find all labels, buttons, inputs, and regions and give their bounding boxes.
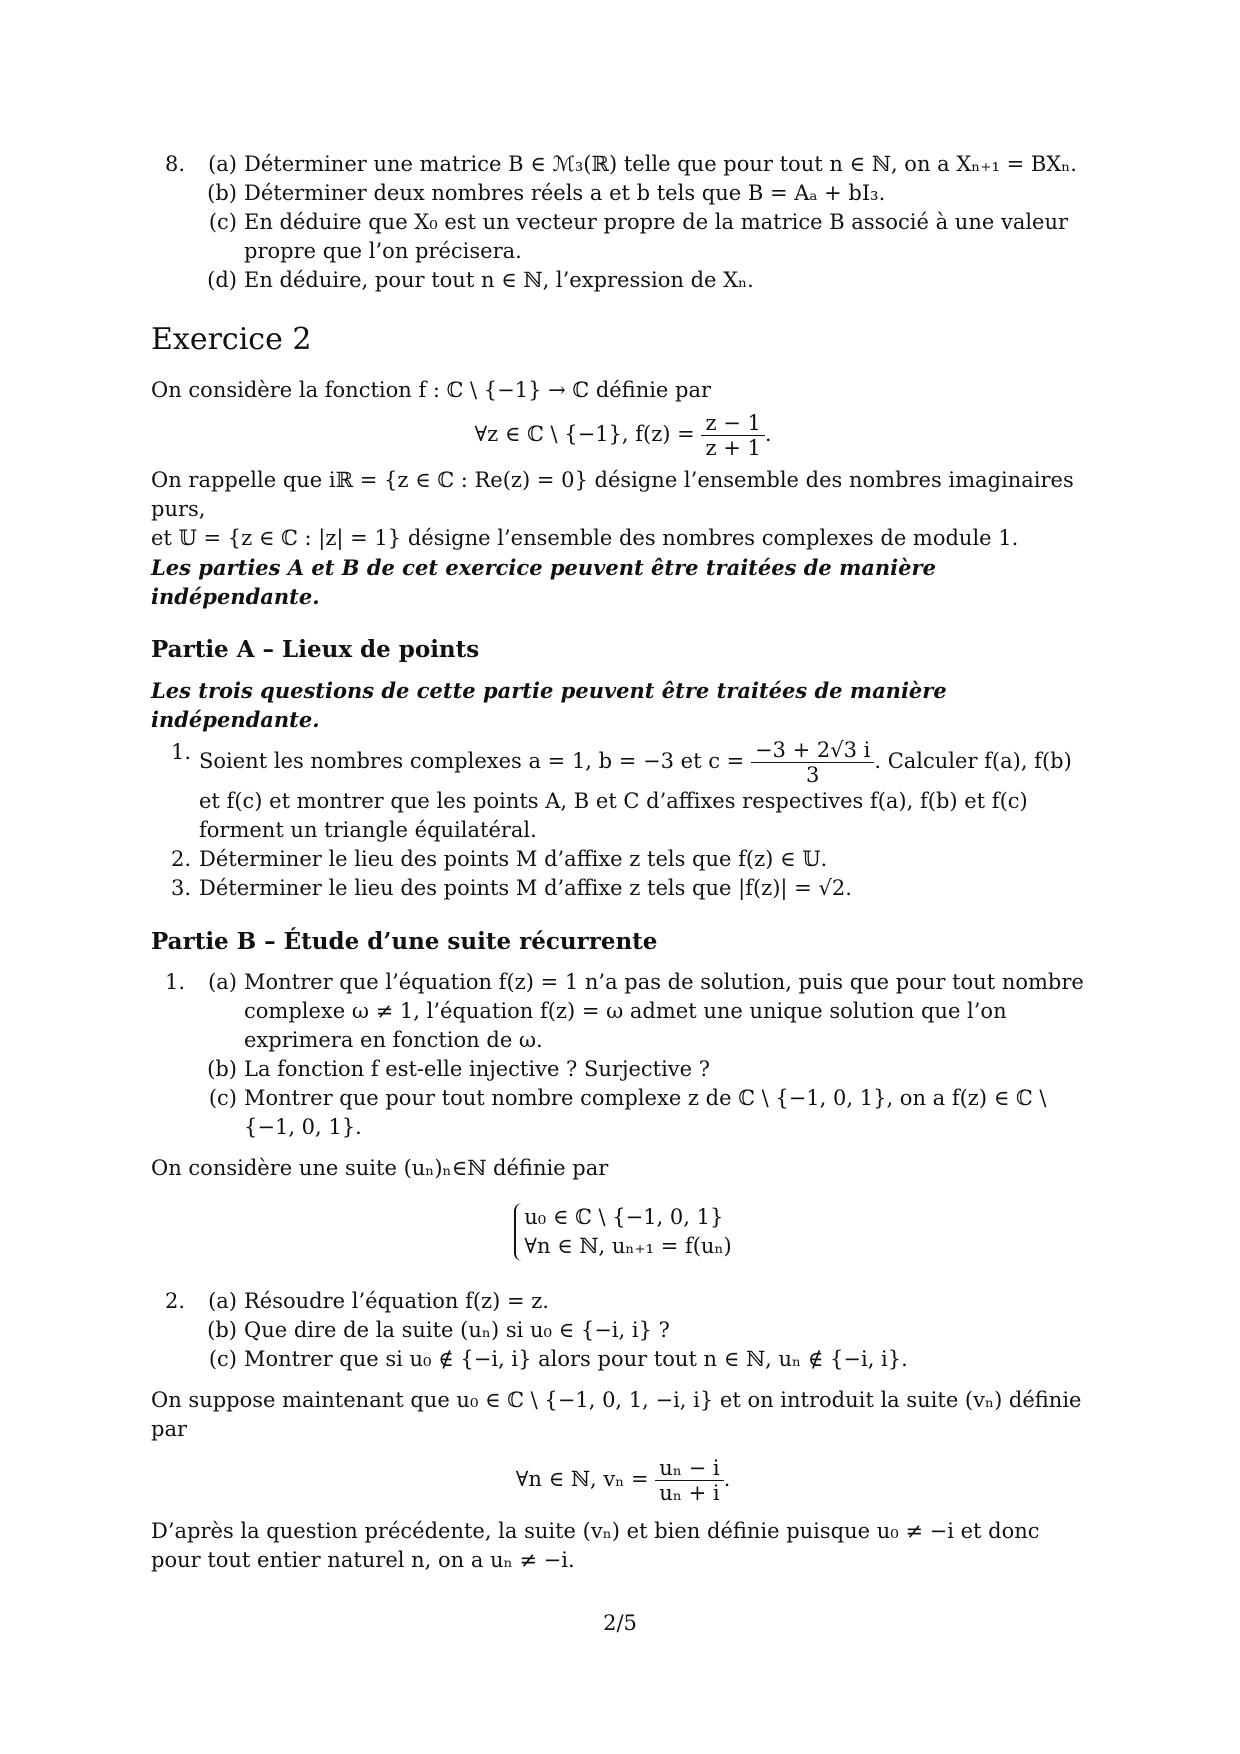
def-denominator: z + 1 [705, 436, 761, 460]
q8-a-label: (a) [208, 152, 237, 176]
partA-q2-label: 2. [170, 847, 191, 871]
partB-q2-b-label: (b) [207, 1318, 237, 1342]
partB-q1-label: 1. [164, 970, 185, 994]
partB-q2-a-label: (a) [208, 1289, 237, 1313]
partB-q2-a [151, 1287, 1095, 1316]
v-numerator: uₙ − i [655, 1456, 723, 1481]
sequence-system [151, 1203, 1095, 1261]
partA-q2-text: Déterminer le lieu des points M d’affixe z tels que f(z) ∈ 𝕌. [199, 847, 828, 871]
exercise-title: Exercice 2 [151, 322, 312, 357]
partB-q2-b [151, 1316, 1095, 1345]
def-left: ∀z ∈ ℂ \ {−1}, f(z) = [474, 422, 695, 446]
partA-q1 [151, 738, 1095, 845]
ex2-independence-note: Les parties A et B de cet exercice peuvent être traitées de manière indépendante. [151, 555, 936, 609]
partA-title: Partie A – Lieux de points [151, 636, 480, 663]
q8-d-text: En déduire, pour tout n ∈ ℕ, l’expression de Xₙ. [244, 268, 754, 292]
q8-item-c [151, 208, 1095, 266]
partA-q1-fraction [751, 738, 874, 787]
system-line-1: u₀ ∈ ℂ \ {−1, 0, 1} [524, 1205, 724, 1229]
partA-q2 [151, 845, 1095, 874]
partA-q1-denominator: 3 [805, 763, 820, 787]
v-end: . [723, 1467, 731, 1491]
page-number: 2/5 [603, 1611, 637, 1635]
def-fraction [701, 411, 764, 460]
recall-line-2: et 𝕌 = {z ∈ ℂ : |z| = 1} désigne l’ensemble des nombres complexes de module 1. [151, 526, 1019, 550]
partB-q2-c-text: Montrer que si u₀ ∉ {−i, i} alors pour tout n ∈ ℕ, uₙ ∉ {−i, i}. [244, 1347, 908, 1371]
partB-q1-a-text: Montrer que l’équation f(z) = 1 n’a pas de solution, puis que pour tout nombre complexe ω ≠ 1, l’équation f(z) = ω admet une unique solution que l’on exprimera en fonction de ω. [244, 970, 1084, 1052]
partA-q3 [151, 874, 1095, 903]
q8-b-label: (b) [207, 181, 237, 205]
v-fraction [655, 1456, 723, 1505]
page-content [151, 150, 1095, 1575]
v-left: ∀n ∈ ℕ, vₙ = [515, 1467, 649, 1491]
q8-item-d [151, 266, 1095, 295]
v-denominator: uₙ + i [659, 1481, 720, 1505]
system-line-2: ∀n ∈ ℕ, uₙ₊₁ = f(uₙ) [524, 1234, 732, 1258]
suppose-text: On suppose maintenant que u₀ ∈ ℂ \ {−1, 0, 1, −i, i} et on introduit la suite (vₙ) définie par [151, 1388, 1082, 1441]
partB-q2-a-text: Résoudre l’équation f(z) = z. [244, 1289, 549, 1313]
q8-number: 8. [164, 152, 185, 176]
closing-text: D’après la question précédente, la suite (vₙ) et bien définie puisque u₀ ≠ −i et donc pour tout entier naturel n, on a uₙ ≠ −i. [151, 1519, 1040, 1572]
partB-q1-a [151, 968, 1095, 1055]
q8-c-label: (c) [208, 210, 237, 234]
ex2-intro: On considère la fonction f : ℂ \ {−1} → ℂ définie par [151, 378, 712, 402]
partA-q1-numerator: −3 + 2√3 i [751, 738, 874, 763]
partA-q1-after: . Calculer f(a), f(b) et f(c) et montrer que les points A, B et C d’affixes respectives f(a), f(b) et f(c) forment un triangle équilatéral. [199, 749, 1072, 842]
partA-q3-label: 3. [170, 876, 191, 900]
q8-item-b [151, 179, 1095, 208]
def-end: . [764, 422, 772, 446]
partB-q1-b-text: La fonction f est-elle injective ? Surjective ? [244, 1057, 711, 1081]
q8-c-text: En déduire que X₀ est un vecteur propre de la matrice B associé à une valeur propre que l’on précisera. [244, 210, 1069, 263]
partA-q3-text: Déterminer le lieu des points M d’affixe z tels que |f(z)| = √2. [199, 876, 852, 900]
partB-title: Partie B – Étude d’une suite récurrente [151, 928, 658, 955]
partA-q1-before: Soient les nombres complexes a = 1, b = −3 et c = [199, 749, 745, 773]
sequence-intro: On considère une suite (uₙ)ₙ∈ℕ définie par [151, 1156, 609, 1180]
function-definition [151, 411, 1095, 460]
q8-d-label: (d) [207, 268, 237, 292]
partB-q1-c [151, 1084, 1095, 1142]
system-brace [514, 1203, 731, 1261]
partB-q2-c [151, 1345, 1095, 1374]
partB-q1-b-label: (b) [207, 1057, 237, 1081]
def-numerator: z − 1 [701, 411, 764, 436]
q8-b-text: Déterminer deux nombres réels a et b tels que B = Aₐ + bI₃. [244, 181, 886, 205]
partB-q1-c-text: Montrer que pour tout nombre complexe z de ℂ \ {−1, 0, 1}, on a f(z) ∈ ℂ \ {−1, 0, 1}. [244, 1086, 1047, 1139]
partB-q2-c-label: (c) [208, 1347, 237, 1371]
partB-q1-b [151, 1055, 1095, 1084]
partB-q2-label: 2. [164, 1289, 185, 1313]
q8-a-text: Déterminer une matrice B ∈ ℳ₃(ℝ) telle que pour tout n ∈ ℕ, on a Xₙ₊₁ = BXₙ. [244, 152, 1077, 176]
partA-q1-label: 1. [170, 740, 191, 764]
partB-q1-a-label: (a) [208, 970, 237, 994]
recall-line-1: On rappelle que iℝ = {z ∈ ℂ : Re(z) = 0} désigne l’ensemble des nombres imaginaires purs, [151, 468, 1074, 521]
q8-item-a [151, 150, 1095, 179]
partB-q2-b-text: Que dire de la suite (uₙ) si u₀ ∈ {−i, i} ? [244, 1318, 670, 1342]
v-definition [151, 1456, 1095, 1505]
partA-note: Les trois questions de cette partie peuvent être traitées de manière indépendante. [151, 678, 947, 732]
partB-q1-c-label: (c) [208, 1086, 237, 1110]
